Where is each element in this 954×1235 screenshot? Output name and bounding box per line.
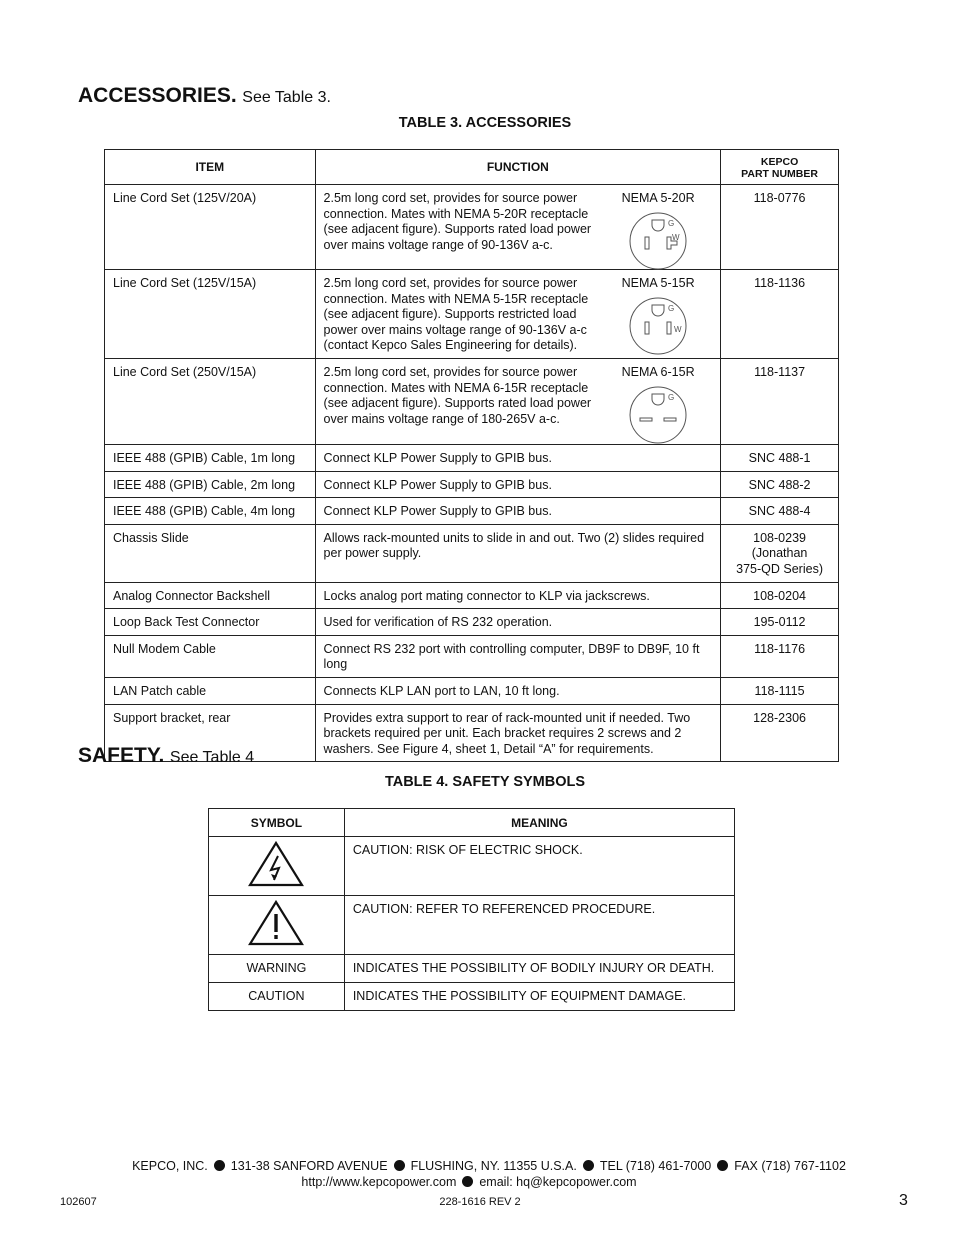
part-cell: SNC 488-4 [721,498,839,525]
item-cell: IEEE 488 (GPIB) Cable, 2m long [105,471,316,498]
part-cell [721,524,839,582]
white-letter: W [672,232,680,242]
symbol-cell: CAUTION [209,983,345,1011]
safety-heading [78,744,254,768]
footer-address-line [0,1159,954,1173]
table-row [105,582,839,609]
item-cell: IEEE 488 (GPIB) Cable, 4m long [105,498,316,525]
header-item: ITEM [105,150,316,185]
footer-company: KEPCO, INC. [132,1159,208,1173]
nema-5-15r-receptacle-icon [628,296,688,356]
header-meaning: MEANING [344,809,734,837]
part-cell: 118-1115 [721,677,839,704]
footer-city: FLUSHING, NY. 11355 U.S.A. [410,1159,577,1173]
footer-email-link[interactable]: email: hq@kepcopower.com [479,1175,637,1189]
page-number: 3 [899,1192,908,1209]
table-row [105,444,839,471]
function-cell [315,270,721,359]
nema-6-15r-receptacle-icon [628,385,688,445]
part-cell: 128-2306 [721,704,839,762]
table-row [209,896,735,955]
part-note-line2: 375-QD Series) [736,561,823,576]
part-note-line1: (Jonathan [751,546,808,561]
meaning-cell: CAUTION: REFER TO REFERENCED PROCEDURE. [344,896,734,955]
function-cell [315,185,721,270]
header-part-line2: PART NUMBER [741,168,818,180]
meaning-cell: INDICATES THE POSSIBILITY OF EQUIPMENT DAMAGE. [344,983,734,1011]
table-header-row [209,809,735,837]
table-header-row [105,150,839,185]
safety-heading-note: See Table 4 [169,749,255,766]
footer-contact-line [0,1175,954,1189]
function-cell [315,358,721,444]
function-cell: Connect KLP Power Supply to GPIB bus. [315,471,721,498]
table-3-caption: TABLE 3. ACCESSORIES [398,115,572,131]
item-cell: Line Cord Set (125V/20A) [105,185,316,270]
item-cell: Support bracket, rear [105,704,316,762]
table-row [209,983,735,1011]
part-cell: 118-1137 [721,358,839,444]
bullet-icon [214,1160,225,1171]
header-part-number [721,150,839,185]
accessories-heading-title: ACCESSORIES. [78,84,237,107]
table-row [105,270,839,359]
table-row [105,471,839,498]
part-cell: SNC 488-1 [721,444,839,471]
footer-website-link[interactable]: http://www.kepcopower.com [301,1175,457,1189]
function-cell: Allows rack-mounted units to slide in and out. Two (2) slides required per power supply. [315,524,721,582]
item-cell: Null Modem Cable [105,635,316,677]
nema-5-15r-figure [618,276,698,356]
meaning-cell: INDICATES THE POSSIBILITY OF BODILY INJURY OR DEATH. [344,955,734,983]
item-cell: Loop Back Test Connector [105,609,316,636]
safety-heading-title: SAFETY. [78,744,165,767]
safety-table [208,808,735,1011]
function-cell: Locks analog port mating connector to KLP via jackscrews. [315,582,721,609]
bullet-icon [462,1176,473,1187]
nema-label: NEMA 5-20R [621,191,695,205]
nema-5-20r-figure [618,191,698,271]
function-cell: Connect KLP Power Supply to GPIB bus. [315,498,721,525]
symbol-cell: WARNING [209,955,345,983]
footer-tel: TEL (718) 461-7000 [599,1159,712,1173]
symbol-cell [209,837,345,896]
meaning-cell: CAUTION: RISK OF ELECTRIC SHOCK. [344,837,734,896]
item-cell: IEEE 488 (GPIB) Cable, 1m long [105,444,316,471]
ground-letter: G [668,303,675,313]
footer-fax: FAX (718) 767-1102 [734,1159,846,1173]
item-cell: Analog Connector Backshell [105,582,316,609]
table-row [105,635,839,677]
footer-doc-number: 228-1616 REV 2 [439,1196,521,1208]
table-4-caption: TABLE 4. SAFETY SYMBOLS [384,774,586,790]
item-cell: LAN Patch cable [105,677,316,704]
part-cell: SNC 488-2 [721,471,839,498]
function-cell: Connect KLP Power Supply to GPIB bus. [315,444,721,471]
accessories-heading-note: See Table 3. [242,89,331,106]
function-cell: Used for verification of RS 232 operation. [315,609,721,636]
ground-letter: G [668,392,675,402]
nema-label: NEMA 6-15R [621,364,695,379]
function-text: 2.5m long cord set, provides for source power connection. Mates with NEMA 5-15R receptacle (see adjacent figure). Supports restricted load power over mains voltage range of 90-136V a-c (contact Kepco Sales Engineering for details). [323,276,589,353]
footer-address: 131-38 SANFORD AVENUE [230,1159,388,1173]
footer-date-code: 102607 [60,1196,97,1208]
part-cell: 195-0112 [721,609,839,636]
part-cell: 118-1136 [721,270,839,359]
bullet-icon [717,1160,728,1171]
item-cell: Line Cord Set (250V/15A) [105,358,316,444]
white-letter: W [674,324,682,334]
nema-label: NEMA 5-15R [621,276,695,290]
caution-exclamation-icon [247,899,305,947]
bullet-icon [394,1160,405,1171]
part-number: 108-0239 [753,530,806,545]
function-cell: Connect RS 232 port with controlling computer, DB9F to DB9F, 10 ft long [315,635,721,677]
header-symbol: SYMBOL [209,809,345,837]
accessories-heading [78,84,331,108]
header-function: FUNCTION [315,150,721,185]
header-part-line1: KEPCO [760,156,799,168]
table-row [105,358,839,444]
table-row [105,677,839,704]
table-row [105,185,839,270]
item-cell: Line Cord Set (125V/15A) [105,270,316,359]
nema-6-15r-figure [618,365,698,445]
table-row [105,524,839,582]
function-text: 2.5m long cord set, provides for source power connection. Mates with NEMA 5-20R receptacle (see adjacent figure). Supports rated load power over mains voltage range of 90-136V a-c. [323,191,592,252]
bullet-icon [583,1160,594,1171]
function-text: 2.5m long cord set, provides for source power connection. Mates with NEMA 6-15R receptacle (see adjacent figure). Supports rated load power over mains voltage range of 180-265V a-c. [323,364,592,426]
electric-shock-warning-icon [247,840,305,888]
nema-5-20r-receptacle-icon [628,211,688,271]
part-cell: 118-1176 [721,635,839,677]
item-cell: Chassis Slide [105,524,316,582]
function-cell: Provides extra support to rear of rack-mounted unit if needed. Two brackets required per unit. Each bracket requires 2 screws and 2 washers. See Figure 4, sheet 1, Detail “A” for requirements. [315,704,721,762]
ground-letter: G [668,218,675,228]
accessories-table [104,149,839,762]
table-row [105,609,839,636]
function-cell: Connects KLP LAN port to LAN, 10 ft long. [315,677,721,704]
table-row [209,837,735,896]
part-cell: 108-0204 [721,582,839,609]
part-cell: 118-0776 [721,185,839,270]
symbol-cell [209,896,345,955]
table-row [209,955,735,983]
table-row [105,498,839,525]
